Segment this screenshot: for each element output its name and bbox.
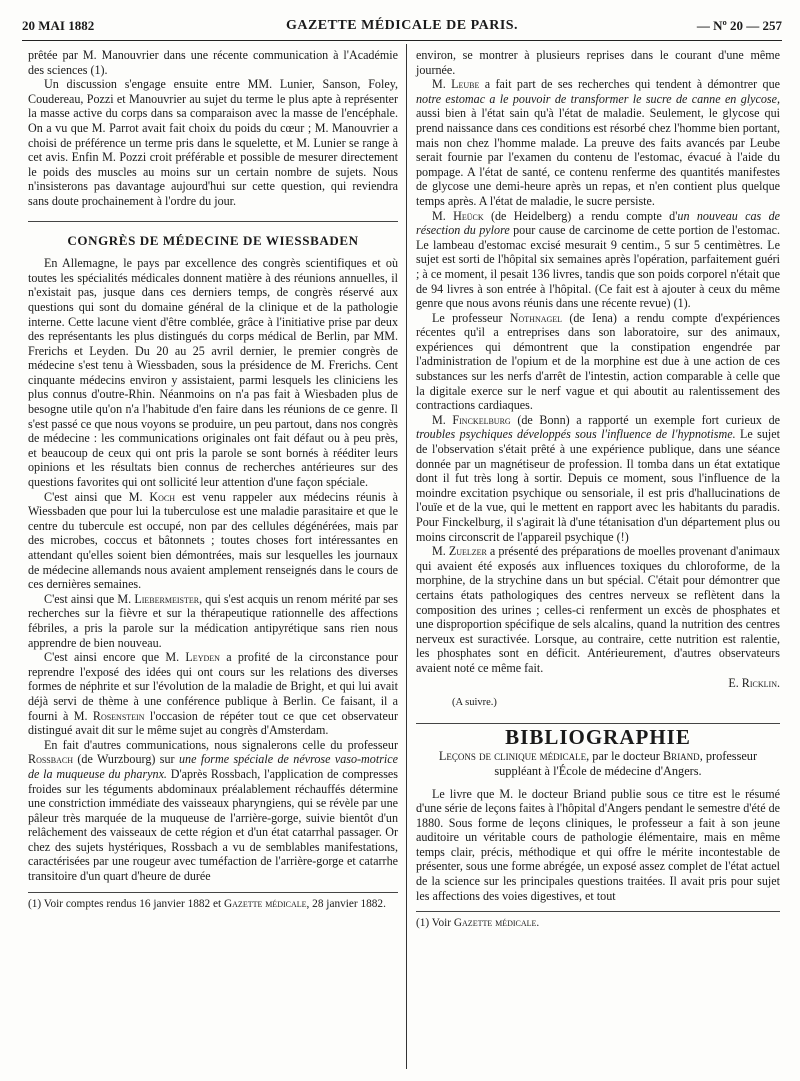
- right-para-4: [416, 311, 780, 413]
- header-journal-title: GAZETTE MÉDICALE DE PARIS.: [285, 18, 519, 33]
- left-para-1: prêtée par M. Manouvrier dans une récente communication à l'Académie des sciences (1).: [28, 48, 398, 77]
- bibliography-title: BIBLIOGRAPHIE: [505, 724, 691, 749]
- person-name: Finckelburg: [452, 412, 511, 427]
- person-name: Leyden: [185, 650, 220, 665]
- person-name: Rosenstein: [92, 708, 145, 723]
- left-para-2: Un discussion s'engage ensuite entre MM. Lunier, Sanson, Foley, Coudereau, Pozzi et Manouvrier au sujet du terme le plus apte à représenter la masse active du corps dans sa comparaison avec la masse de l'encéphale. On a vu que M. Parrot avait fait choix du poids du cœur ; M. Manouvrier a choisi de préférence un terme pris dans le squelette, et M. Lunier se range à cet avis. Enfin M. Pozzi croit préférable et possible de mesurer directement le poids des muscles au moins sur un certain nombre de sujets. Nous n'insisterons pas davantage aujourd'hui sur cette question, qui reviendra sans doute prochainement à l'ordre du jour.: [28, 77, 398, 208]
- left-column: [28, 48, 398, 911]
- right-para-1: environ, se montrer à plusieurs reprises dans le courant d'une même journée.: [416, 48, 780, 77]
- text-run: En fait d'autres communications, nous signalerons celle du professeur: [44, 737, 398, 752]
- signature: E. Ricklin.: [728, 675, 780, 690]
- person-name: Liebermeister: [134, 591, 200, 606]
- text-run: (de Wurzbourg) sur: [72, 752, 179, 767]
- text-run: .: [536, 917, 540, 930]
- column-rule: [406, 44, 407, 1069]
- text-run: (1) Voir: [416, 917, 454, 930]
- right-para-2: [416, 77, 780, 208]
- header-issue-page: — Nº 20 — 257: [696, 18, 782, 33]
- journal-name: Gazette médicale: [224, 897, 307, 910]
- left-para-7: [28, 738, 398, 884]
- person-name: Rossbach: [28, 752, 73, 767]
- text-run: C'est ainsi que M.: [44, 489, 150, 504]
- italic-phrase: un nouveau cas de résection du pylore: [416, 208, 781, 238]
- text-run: (de Iena) a rendu compte d'expériences récentes qu'il a entreprises dans son laboratoire, sur des animaux, expériences qui démontrent que la constipation engendrée par l'administration de l'opium et de la morphine est due à une action de ces substances sur les nerfs d'arrêt de l'intestin, action comparable à celle que la digitale exerce sur le nerf vague et qui aboutit au ralentissement des contractions cardiaques.: [416, 310, 780, 413]
- journal-name: Gazette médicale: [453, 917, 537, 930]
- text-run: , qui s'est acquis un renom mérité par ses recherches sur la fièvre et sur la thérapeutique rationnelle des affections fébriles, a pris la parole sur la médication antipyrétique sans rien nous apprendre de bien nouveau.: [28, 591, 398, 650]
- author-name: Briand: [662, 749, 700, 764]
- right-para-5: [416, 413, 780, 544]
- italic-title: une forme spéciale de névrose vaso-motrice de la muqueuse du pharynx.: [28, 752, 398, 781]
- text-run: (1) Voir comptes rendus 16 janvier 1882 et: [28, 897, 224, 910]
- right-para-3: [416, 209, 780, 311]
- left-para-6: [28, 650, 398, 738]
- left-para-5: [28, 592, 398, 650]
- text-run: a profité de la circonstance pour reprendre l'exposé des idées qui ont cours sur les relations des diverses formes de néphrite et sur l'évolution de la maladie de Bright, et qui lui avait déjà servi de thème à une conférence publique à Berlin. Ce faisant, il a fourni à M.: [28, 650, 398, 723]
- header-date: 20 MAI 1882: [22, 18, 95, 33]
- text-run: M.: [432, 208, 454, 223]
- text-run: pour cause de carcinome de cette portion de l'estomac. Le lambeau d'estomac excisé mesurait 9 centim., 5 sur 5 centimètres. Le sujet est sorti de l'hôpital six semaines après l'opération, parfaitement guéri ; à ce moment, il pesait 136 livres, tandis que son poids corporel n'était que de 94 livres à son entrée à l'hôpital. (Ce fait est à ajouter à ceux du même genre que nous avons réunis dans une récente revue) (1).: [416, 223, 780, 311]
- left-footnote: [28, 897, 398, 912]
- review-text: Le livre que M. le docteur Briand publie sous ce titre est le résumé d'une série de leçons faites à l'hôpital d'Angers pendant le semestre d'été de 1880. Sous forme de leçons cliniques, le professeur a fait à son jeune auditoire un véritable cours de pathologie élémentaire, mais en même temps clair, précis, méthodique et qui offre le mérite incontestable de présenter, sous une forme abrégée, un exposé assez complet de l'état actuel de la science sur les principales questions traitées. Il avait pris pour sujet les affections des voies digestives, et tout: [416, 786, 781, 903]
- text-run: M.: [432, 77, 452, 92]
- person-name: Zuelzer: [448, 544, 487, 559]
- person-name: Heück: [453, 208, 484, 223]
- text-run: est venu rappeler aux médecins réunis à Wiessbaden que pour lui la tuberculose est une maladie parasitaire et que le centre du tubercule est occupé, non par des cellules dégénérées, mais par des microbes, coccus et bâtonnets ; toutes choses fort intéressantes en attendant qu'elles soient bien démontrées, mais sur lesquelles les journaux de médecine allemands nous avaient amplement renseignés dans le cours de ces dernières semaines.: [28, 489, 398, 592]
- header-rule: [22, 40, 782, 41]
- right-column: [416, 48, 780, 931]
- text-run: D'après Rossbach, l'application de compresses froides sur les téguments abdominaux préalablement réchauffés détermine une constriction immédiate des vaisseaux pharyngiens, qui se révèle par une pâleur très marquée de la muqueuse de l'arrière-gorge, suivie bientôt d'un relâchement des vaisseaux de cette région et d'un état catarrhal passager. Or chez des sujets hystériques, Rossbach a vu de semblables manifestations, caractérisées par une rougeur avec tuméfaction de l'arrière-gorge et catarrhe transitoire d'un quart d'heure de durée: [28, 766, 398, 884]
- text-run: (de Heidelberg) a rendu compte d': [483, 208, 678, 223]
- text-run: a présenté des préparations de moelles provenant d'animaux qui avaient été exposés aux influences toxiques du chloroforme, de la morphine, de la strychine dans un but spécial. C'était pour démontrer que certains états pathologiques des centres nerveux se reflètent dans la composition des urines ; celles-ci renferment un excès de phosphates et une disproportion spécifique de sels alcalins, quand la nutrition des centres nerveux est suractivée. Lorsque, au contraire, cette nutrition est ralentie, les phosphates sont en déficit. Antérieurement, d'autres observateurs avaient noté ce même fait.: [416, 544, 780, 675]
- text-run: , professeur suppléant à l'École de médecine d'Angers.: [494, 749, 758, 778]
- text-run: Le professeur: [432, 310, 510, 325]
- left-para-4: [28, 490, 398, 592]
- running-header: [22, 14, 782, 38]
- text-run: C'est ainsi encore que M.: [44, 650, 186, 665]
- person-name: Nothnagel: [509, 310, 563, 325]
- right-footnote: [416, 916, 780, 931]
- text-run: l'occasion de répéter tout ce que cet observateur distingué avait dit sur le même sujet au congrès d'Amsterdam.: [28, 708, 398, 738]
- text-run: (de Bonn) a rapporté un exemple fort curieux de: [510, 412, 780, 427]
- section-title: CONGRÈS DE MÉDECINE DE WIESSBADEN: [67, 232, 359, 248]
- text-run: , par le docteur: [586, 749, 663, 764]
- text-run: a fait part de ses recherches qui tendent à démontrer que: [479, 77, 780, 92]
- text-run: aussi bien à l'état sain qu'à l'état de maladie. Seulement, le glycose qui prend naissance dans ces conditions est résorbé chez l'homme bien portant, mais non chez l'homme malade. La preuve des faits avancés par Leube serait fournie par l'examen du contenu de l'estomac, évacué à l'aide du pompage. A l'état de santé, ce contenu renferme des quantités manifestes de glycose une demi-heure après un repas, et n'en contient plus quelque temps après. A l'état de maladie, le sucre persiste.: [416, 106, 780, 208]
- journal-page: [22, 14, 782, 1074]
- person-name: Koch: [149, 489, 176, 504]
- italic-phrase: troubles psychiques développés sous l'influence de l'hypnotisme.: [416, 427, 736, 442]
- person-name: Leube: [451, 77, 480, 92]
- right-para-6: [416, 544, 780, 675]
- to-be-continued: (A suivre.): [452, 697, 497, 709]
- book-heading: [416, 749, 780, 778]
- left-para-3: En Allemagne, le pays par excellence des congrès scientifiques et où toutes les spécialités médicales donnent matière à des réunions annuelles, il n'existait pas, jusque dans ces derniers temps, de congrès réservé aux questions qui sont du domaine général de la clinique et de la pathologie interne. Cette lacune vient d'être comblée, grâce à l'initiative prise par deux des représentants les plus distingués du corps médical de Berlin, par MM. Frerichs et Leyden. Du 20 au 25 avril dernier, le premier congrès de médecine s'est tenu à Wiessbaden, sous la présidence de M. Frerichs. Cent cinquante médecins environ y assistaient, parmi lesquels les cliniciens les plus connus d'outre-Rhin. Néanmoins on n'a pas fait à Wiesbaden plus de besogne utile qu'on n'a l'habitude d'en faire dans les réunions de ce genre. Il s'est passé ce que nous voyons se produire, un peu partout, dans nos congrès de médecine : les communications originales ont fait défaut ou à peu près, et beaucoup de ceux qui ont pris la parole se sont bornés à rééditer leurs opinions et les résultats bien connus de recherches antérieures sur des questions favorites qui ont sollicité leur attention d'une façon spéciale.: [28, 256, 398, 490]
- text-run: Le sujet de l'observation s'était prêté à une expérience publique, dans une séance donnée par un magnétiseur de profession. Il tomba dans un état extatique dont il fut très long à sortir. Depuis ce moment, sous l'influence de la moindre excitation psychique ou sensoriale, il est pris d'hallucinations de l'ouïe et de la vue, qui le mettent en rapport avec les habitants du paradis. Pour Finckelburg, il s'agirait là d'une tétanisation d'un département plus ou moins circonscrit de l'appareil psychique (!): [416, 427, 780, 544]
- text-run: M.: [432, 412, 453, 427]
- text-run: M.: [432, 544, 449, 559]
- book-title: Leçons de clinique médicale: [438, 749, 587, 764]
- text-run: C'est ainsi que M.: [44, 591, 135, 606]
- text-run: , 28 janvier 1882.: [306, 897, 386, 910]
- italic-phrase: notre estomac a le pouvoir de transformer le sucre de canne en glycose,: [416, 91, 780, 106]
